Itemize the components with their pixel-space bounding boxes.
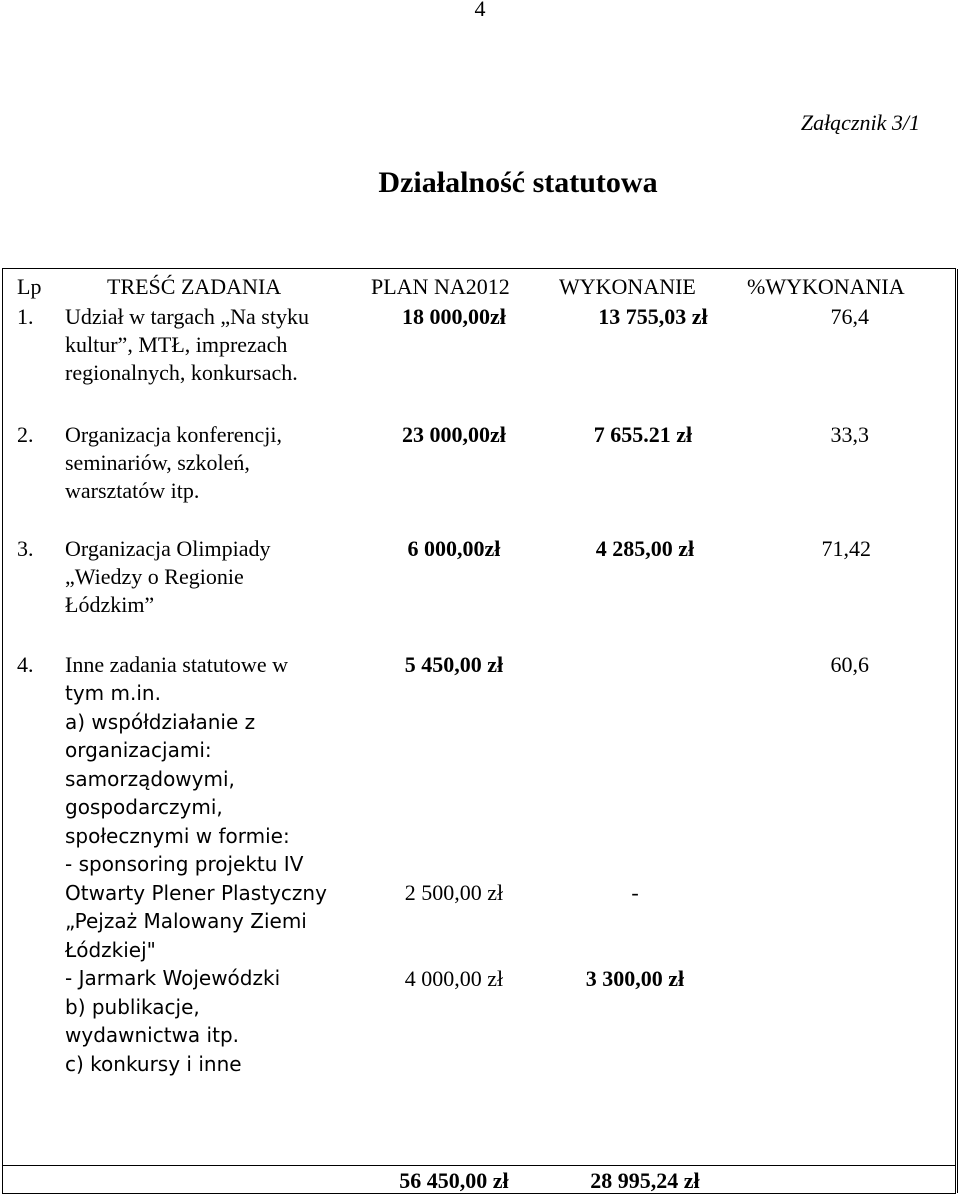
task-detail-line: b) publikacje, [65,994,200,1019]
task-line: seminariów, szkoleń, [65,450,250,475]
task-detail-line: Otwarty Plener Plastyczny [65,880,327,905]
task-detail-line: samorządowymi, [65,766,235,791]
row-4-fair-execution: 3 300,00 zł [585,966,685,991]
task-detail-line: - Jarmark Wojewódzki [65,966,281,990]
task-detail-line: a) współdziałanie z [65,709,256,734]
total-plan: 56 450,00 zł [399,1168,509,1193]
row-4-fair-plan: 4 000,00 zł [404,966,504,991]
task-detail-line: „Pejzaż Malowany Ziemi [65,909,307,933]
row-3-percent: 71,42 [821,536,871,561]
task-line: regionalnych, konkursach. [65,360,298,385]
row-4-task-details [65,679,327,1078]
task-line: warsztatów itp. [65,478,200,503]
task-line: „Wiedzy o Regionie [65,564,244,589]
row-2-task [65,421,282,505]
row-3-plan: 6 000,00zł [407,536,501,561]
row-2-execution: 7 655.21 zł [593,422,693,447]
task-line: Organizacja Olimpiady [65,536,271,561]
page-title: Działalność statutowa [378,166,658,199]
row-3-execution: 4 285,00 zł [595,536,695,561]
row-4-task [65,651,288,679]
row-4-percent: 60,6 [830,652,869,677]
row-1-execution: 13 755,03 zł [598,304,708,329]
header-plan: PLAN NA2012 [371,274,510,299]
row-4-sponsoring-execution: - [631,880,639,905]
task-detail-line: organizacjami: [65,738,212,762]
task-line: Łódzkim” [65,592,155,617]
task-line: Organizacja konferencji, [65,422,283,447]
task-detail-line: tym m.in. [65,681,161,705]
statutory-activity-table [2,268,956,1194]
task-detail-line: Łódzkiej" [65,937,156,962]
task-line: kultur”, MTŁ, imprezach [65,332,288,357]
row-3-lp: 3. [17,536,34,561]
annex-label: Załącznik 3/1 [800,110,920,135]
header-execution: WYKONANIE [559,274,696,299]
row-2-percent: 33,3 [830,422,869,447]
task-detail-line: społecznymi w formie: [65,823,290,848]
table-border-right [957,269,958,1193]
task-detail-line: gospodarczymi, [65,795,223,819]
task-detail-line: - sponsoring projektu IV [65,852,304,876]
header-task: TREŚĆ ZADANIA [107,274,282,299]
row-3-task [65,535,270,619]
row-2-lp: 2. [17,422,34,447]
row-1-percent: 76,4 [830,304,869,329]
task-detail-line: c) konkursy i inne [65,1051,242,1076]
row-4-plan: 5 450,00 zł [404,652,504,677]
task-line: Inne zadania statutowe w [65,652,288,677]
task-detail-line: wydawnictwa itp. [65,1023,239,1047]
row-2-plan: 23 000,00zł [402,422,506,447]
row-1-plan: 18 000,00zł [402,304,506,329]
totals-divider [3,1165,955,1166]
total-execution: 28 995,24 zł [590,1168,700,1193]
row-1-task [65,303,309,387]
header-percent: %WYKONANIA [747,274,905,299]
task-line: Udział w targach „Na styku [65,304,309,329]
page-number: 4 [474,0,486,21]
header-lp: Lp [17,274,42,299]
row-1-lp: 1. [17,304,34,329]
row-4-sponsoring-plan: 2 500,00 zł [404,880,504,905]
row-4-lp: 4. [17,652,34,677]
